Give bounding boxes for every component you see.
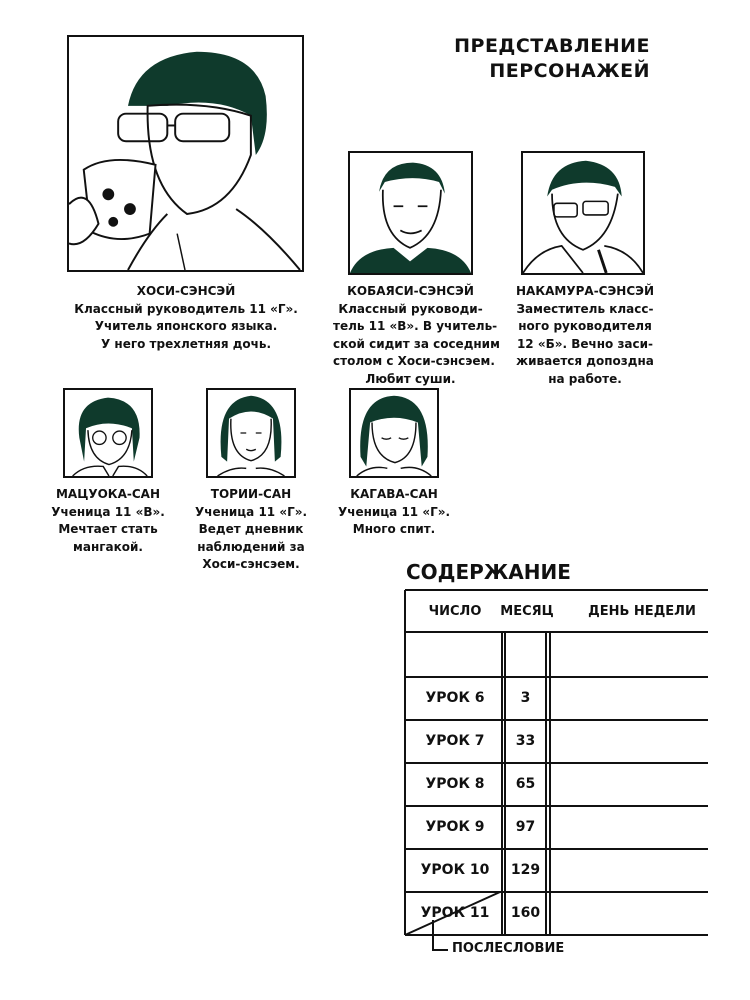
- toc-page[interactable]: 160: [510, 905, 541, 921]
- portrait-torii: [206, 388, 296, 478]
- portrait-kobayashi-illustration: [350, 153, 471, 273]
- caption-kobayashi: [333, 283, 500, 388]
- character-desc-line: Много спит.: [352, 522, 436, 536]
- character-desc-line: наблюдений за: [197, 539, 305, 554]
- character-desc-line: ного руководителя: [518, 319, 652, 333]
- character-desc-line: Классный руководитель 11 «Г».: [74, 301, 298, 316]
- character-desc-line: Классный руководи-: [338, 301, 483, 316]
- portrait-kagawa: [349, 388, 439, 478]
- character-desc-line: Ведет дневник: [198, 522, 304, 536]
- character-desc-line: Хоси-сэнсэем.: [202, 557, 300, 571]
- toc-lesson[interactable]: УРОК 8: [425, 776, 485, 792]
- portrait-nakamura: [521, 151, 645, 275]
- character-desc-line: Ученица 11 «Г».: [337, 504, 451, 519]
- toc-page[interactable]: 3: [520, 690, 531, 706]
- character-desc-line: тель 11 «В». В учитель-: [333, 319, 498, 333]
- portrait-kobayashi: [348, 151, 473, 275]
- toc-title: СОДЕРЖАНИЕ: [406, 560, 571, 584]
- character-desc-line: Любит суши.: [365, 371, 456, 386]
- caption-kagawa: [329, 486, 459, 539]
- toc-page[interactable]: 65: [515, 776, 536, 792]
- caption-matsuoka: [43, 486, 173, 556]
- caption-nakamura: [510, 283, 660, 388]
- toc-page[interactable]: 33: [515, 733, 536, 749]
- toc-lesson[interactable]: УРОК 7: [425, 733, 485, 749]
- caption-hoshi: [55, 283, 317, 353]
- character-name: ХОСИ-СЭНСЭЙ: [136, 284, 236, 298]
- portrait-kagawa-illustration: [351, 390, 437, 476]
- character-name: МАЦУОКА-САН: [55, 487, 161, 501]
- character-desc-line: Заместитель класс-: [516, 301, 654, 316]
- toc-column-header: ЧИСЛО: [428, 604, 482, 619]
- toc-column-header: ДЕНЬ НЕДЕЛИ: [588, 604, 696, 619]
- portrait-matsuoka-illustration: [65, 390, 151, 476]
- toc-lesson[interactable]: УРОК 9: [425, 819, 485, 835]
- portrait-hoshi: [67, 35, 304, 272]
- toc-lesson[interactable]: УРОК 10: [420, 862, 490, 878]
- toc-lesson[interactable]: УРОК 11: [420, 905, 490, 921]
- character-desc-line: на работе.: [548, 371, 622, 386]
- toc-lesson[interactable]: УРОК 6: [425, 690, 485, 706]
- character-desc-line: 12 «Б». Вечно заси-: [516, 336, 654, 351]
- title-line-1: ПРЕДСТАВЛЕНИЕ: [454, 35, 650, 57]
- character-name: КОБАЯСИ-СЭНСЭЙ: [347, 284, 474, 298]
- portrait-matsuoka: [63, 388, 153, 478]
- portrait-nakamura-illustration: [523, 153, 643, 273]
- character-desc-line: мангакой.: [73, 539, 143, 554]
- toc-afterword[interactable]: ПОСЛЕСЛОВИЕ: [452, 941, 565, 956]
- page-title: [454, 34, 650, 84]
- toc-page[interactable]: 129: [510, 862, 541, 878]
- toc-column-header: МЕСЯЦ: [500, 604, 554, 619]
- caption-torii: [186, 486, 316, 574]
- character-name: ТОРИИ-САН: [210, 487, 292, 501]
- character-desc-line: Ученица 11 «Г».: [194, 504, 308, 519]
- character-desc-line: Мечтает стать: [58, 522, 158, 536]
- character-desc-line: У него трехлетняя дочь.: [100, 336, 272, 351]
- character-desc-line: Ученица 11 «В».: [51, 504, 165, 519]
- character-desc-line: ской сидит за соседним: [333, 336, 500, 351]
- character-desc-line: столом с Хоси-сэнсэем.: [333, 354, 495, 368]
- portrait-torii-illustration: [208, 390, 294, 476]
- character-name: НАКАМУРА-СЭНСЭЙ: [516, 284, 654, 298]
- toc-page[interactable]: 97: [515, 819, 536, 835]
- title-line-2: ПЕРСОНАЖЕЙ: [489, 60, 650, 82]
- portrait-hoshi-illustration: [69, 37, 302, 270]
- character-desc-line: живается допоздна: [516, 354, 654, 368]
- character-desc-line: Учитель японского языка.: [94, 319, 278, 333]
- character-name: КАГАВА-САН: [350, 487, 438, 501]
